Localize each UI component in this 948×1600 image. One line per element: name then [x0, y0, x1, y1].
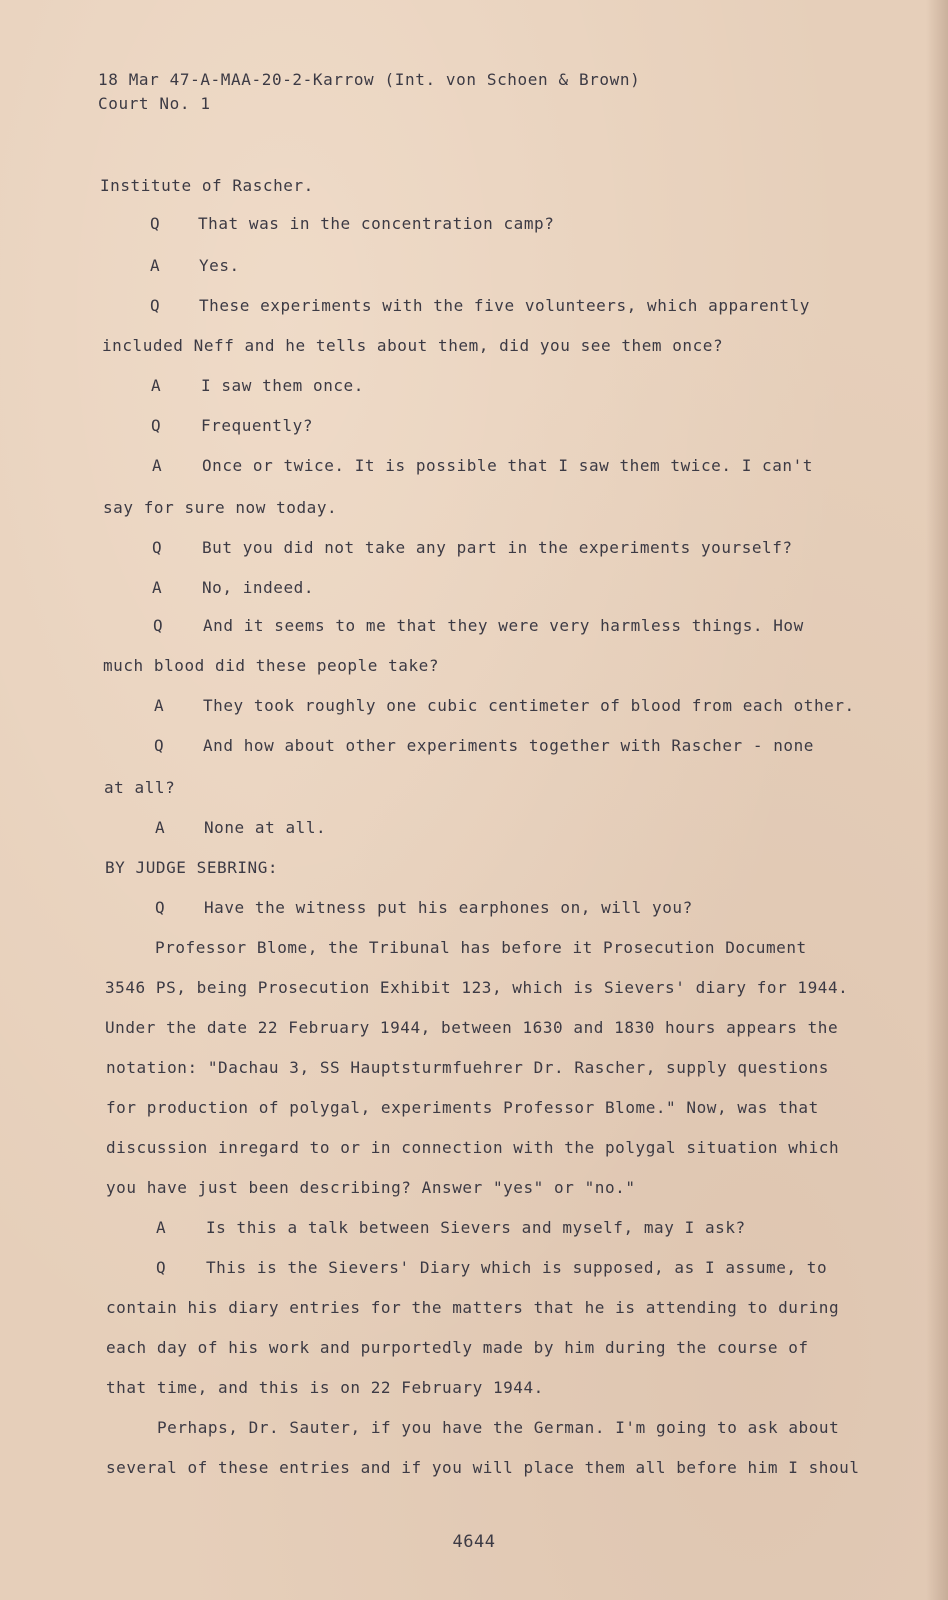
answer-marker: A [152, 456, 162, 475]
transcript-line: discussion inregard to or in connection with the polygal situation which [106, 1138, 840, 1157]
transcript-line: Under the date 22 February 1944, between 1630 and 1830 hours appears the [105, 1018, 839, 1037]
transcript-line: Professor Blome, the Tribunal has before it Prosecution Document [155, 938, 807, 957]
question-marker: Q [150, 296, 160, 315]
transcript-line: Once or twice. It is possible that I saw them twice. I can't [202, 456, 813, 475]
transcript-line: Frequently? [201, 416, 314, 435]
header-line-1: 18 Mar 47-A-MAA-20-2-Karrow (Int. von Schoen & Brown) [98, 70, 641, 89]
transcript-line: But you did not take any part in the experiments yourself? [202, 538, 793, 557]
page-number: 4644 [452, 1532, 496, 1552]
transcript-line: notation: "Dachau 3, SS Hauptsturmfuehrer Dr. Rascher, supply questions [106, 1058, 829, 1077]
question-marker: Q [151, 416, 161, 435]
transcript-line: for production of polygal, experiments Professor Blome." Now, was that [106, 1098, 819, 1117]
transcript-line: each day of his work and purportedly made by him during the course of [106, 1338, 809, 1357]
answer-marker: A [150, 256, 160, 275]
question-marker: Q [155, 898, 165, 917]
transcript-line: included Neff and he tells about them, did you see them once? [102, 336, 724, 355]
transcript-line: at all? [104, 778, 176, 797]
transcript-line: that time, and this is on 22 February 1944. [106, 1378, 544, 1397]
transcript-line: contain his diary entries for the matters that he is attending to during [106, 1298, 840, 1317]
transcript-line: you have just been describing? Answer "yes" or "no." [106, 1178, 636, 1197]
question-marker: Q [152, 538, 162, 557]
transcript-line: say for sure now today. [103, 498, 338, 517]
question-marker: Q [156, 1258, 166, 1277]
transcript-line: Have the witness put his earphones on, will you? [204, 898, 693, 917]
question-marker: Q [150, 214, 160, 233]
transcript-line: These experiments with the five volunteers, which apparently [199, 296, 810, 315]
transcript-line: Institute of Rascher. [100, 176, 314, 195]
transcript-line: This is the Sievers' Diary which is supposed, as I assume, to [206, 1258, 828, 1277]
transcript-line: None at all. [204, 818, 327, 837]
question-marker: Q [154, 736, 164, 755]
transcript-line: 3546 PS, being Prosecution Exhibit 123, which is Sievers' diary for 1944. [105, 978, 849, 997]
question-marker: Q [153, 616, 163, 635]
answer-marker: A [156, 1218, 166, 1237]
page-edge-shadow [926, 0, 948, 1600]
header-line-2: Court No. 1 [98, 94, 211, 113]
transcript-line: Is this a talk between Sievers and myself, may I ask? [206, 1218, 746, 1237]
answer-marker: A [152, 578, 162, 597]
transcript-line: BY JUDGE SEBRING: [105, 858, 279, 877]
transcript-line: much blood did these people take? [103, 656, 440, 675]
transcript-line: Perhaps, Dr. Sauter, if you have the German. I'm going to ask about [157, 1418, 840, 1437]
answer-marker: A [155, 818, 165, 837]
transcript-line: They took roughly one cubic centimeter of blood from each other. [203, 696, 855, 715]
transcript-line: No, indeed. [202, 578, 315, 597]
answer-marker: A [151, 376, 161, 395]
transcript-line: I saw them once. [201, 376, 364, 395]
transcript-line: And it seems to me that they were very harmless things. How [203, 616, 804, 635]
transcript-line: That was in the concentration camp? [198, 214, 555, 233]
transcript-line: several of these entries and if you will place them all before him I shoul [106, 1458, 860, 1477]
transcript-line: Yes. [199, 256, 240, 275]
transcript-line: And how about other experiments together with Rascher - none [203, 736, 814, 755]
answer-marker: A [154, 696, 164, 715]
